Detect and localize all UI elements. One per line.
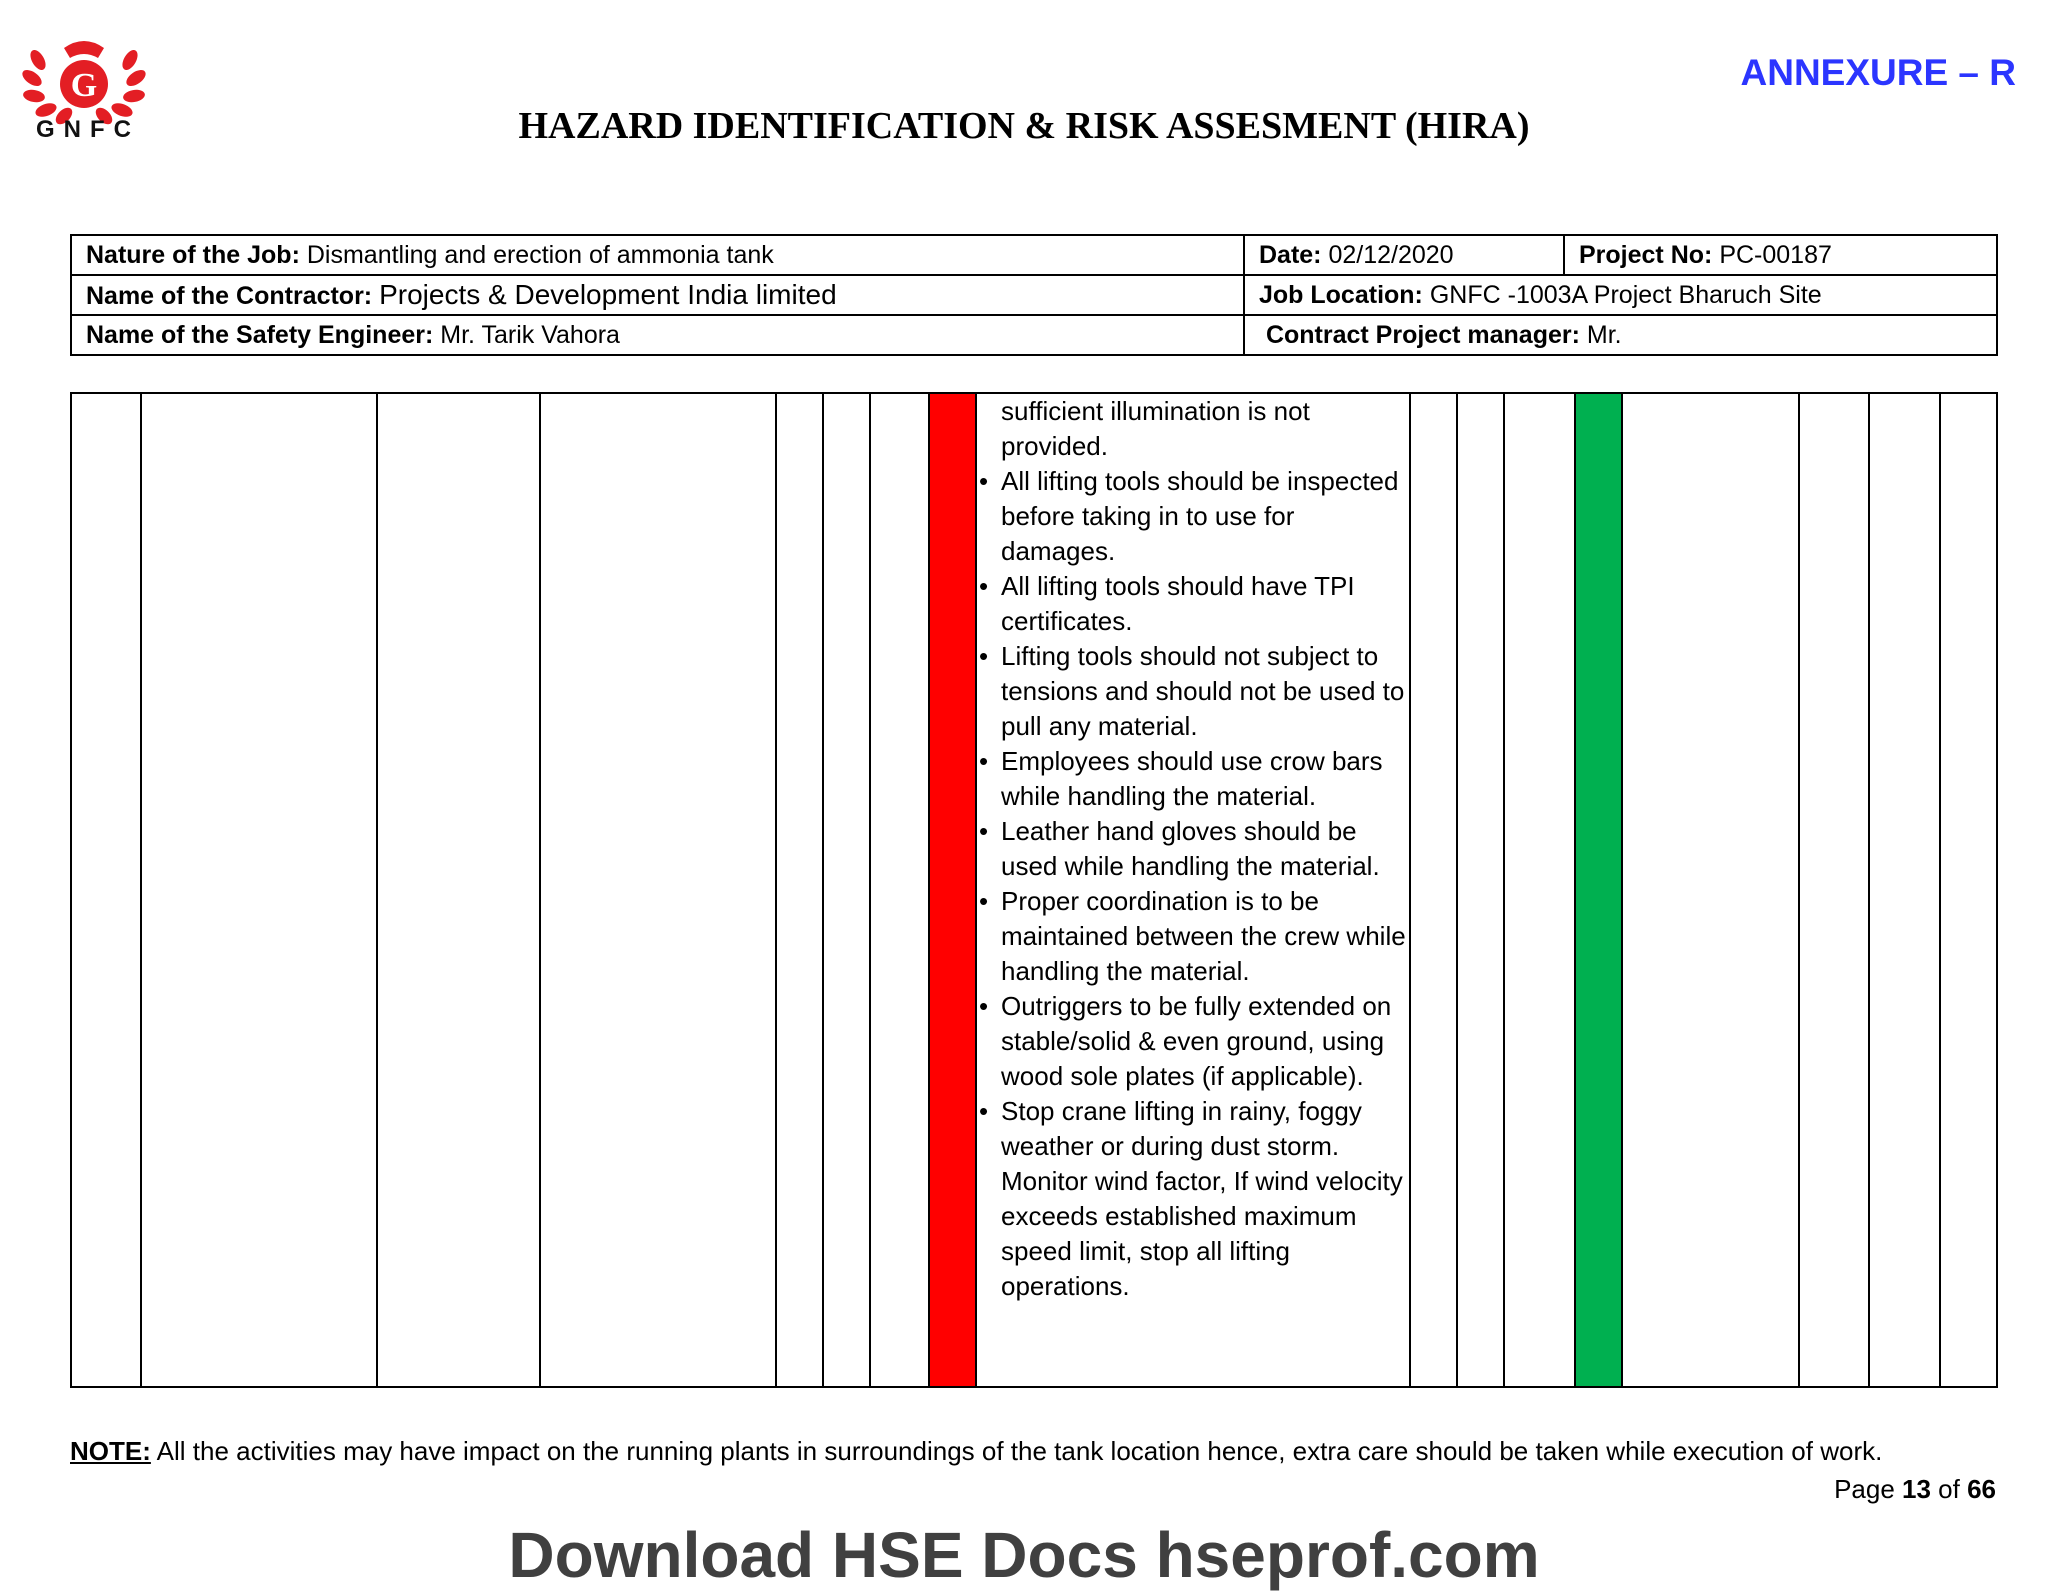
manager-cell — [1244, 315, 1997, 355]
list-item: • All lifting tools should have TPI certificates. — [979, 571, 1355, 636]
table-cell — [71, 393, 141, 1387]
page-title: HAZARD IDENTIFICATION & RISK ASSESMENT (HIRA) — [518, 105, 1530, 147]
project-cell — [1564, 235, 1997, 275]
bullet-icon: • — [979, 816, 989, 846]
table-cell — [1799, 393, 1869, 1387]
job-info-table — [70, 234, 1998, 356]
date-label: Date: — [1259, 240, 1322, 269]
nature-cell — [71, 235, 1244, 275]
table-row — [71, 393, 1997, 1387]
contractor-cell — [71, 275, 1244, 315]
page-number: Page 13 of 66 — [1834, 1474, 1996, 1504]
contractor-label: Name of the Contractor: — [86, 282, 373, 310]
bullet-icon: • — [979, 746, 989, 776]
safety-label: Name of the Safety Engineer: — [86, 320, 434, 349]
table-cell — [1869, 393, 1940, 1387]
job-info-row — [71, 275, 1997, 315]
initial-risk-high-cell — [929, 393, 976, 1387]
safety-value: Mr. Tarik Vahora — [440, 320, 620, 349]
page-current: 13 — [1902, 1474, 1931, 1504]
note-text: All the activities may have impact on the running plants in surroundings of the tank location hence, extra care should be taken while execution of work. — [150, 1436, 1883, 1466]
manager-label: Contract Project manager: — [1265, 320, 1580, 349]
control-measures-cell — [976, 393, 1410, 1387]
location-label: Job Location: — [1259, 280, 1423, 309]
bullet-icon: • — [979, 641, 989, 671]
svg-text:G: G — [70, 67, 98, 104]
list-item: • Stop crane lifting in rainy, foggy weather or during dust storm. Monitor wind factor, If wind velocity exceeds established maximum speed limit, stop all lifting operations. — [979, 1096, 1403, 1301]
location-cell — [1244, 275, 1997, 315]
location-value: GNFC -1003A Project Bharuch Site — [1429, 280, 1822, 309]
list-item: • Outriggers to be fully extended on stable/solid & even ground, using wood sole plates (if applicable). — [979, 991, 1392, 1091]
list-item: • Proper coordination is to be maintained between the crew while handling the material. — [979, 886, 1406, 986]
nature-value: Dismantling and erection of ammonia tank — [306, 240, 774, 269]
table-cell — [1622, 393, 1799, 1387]
project-value: PC-00187 — [1719, 240, 1832, 269]
project-label: Project No: — [1579, 240, 1713, 269]
control-measures-list — [977, 394, 1409, 1304]
bullet-icon: • — [979, 466, 989, 496]
table-cell — [540, 393, 776, 1387]
residual-risk-low-cell — [1575, 393, 1622, 1387]
date-value: 02/12/2020 — [1328, 240, 1454, 269]
table-cell — [141, 393, 377, 1387]
contractor-value: Projects & Development India limited — [379, 279, 837, 310]
table-cell — [1457, 393, 1504, 1387]
list-item: • Leather hand gloves should be used while handling the material. — [979, 816, 1380, 881]
page-total: 66 — [1967, 1474, 1996, 1504]
logo-text: GNFC — [36, 116, 140, 143]
table-cell — [1504, 393, 1575, 1387]
bullet-icon: • — [979, 886, 989, 916]
bullet-icon: • — [979, 571, 989, 601]
list-item: • Lifting tools should not subject to tensions and should not be used to pull any material. — [979, 641, 1405, 741]
table-cell — [870, 393, 929, 1387]
safety-engineer-cell — [71, 315, 1244, 355]
bullet-icon: • — [979, 1096, 989, 1126]
table-cell — [377, 393, 540, 1387]
list-item: • All lifting tools should be inspected before taking in to use for damages. — [979, 466, 1399, 566]
manager-value: Mr. — [1586, 320, 1622, 349]
job-info-row — [71, 235, 1997, 275]
table-cell — [1410, 393, 1457, 1387]
table-cell — [1940, 393, 1997, 1387]
table-cell — [776, 393, 823, 1387]
annexure-label: ANNEXURE – R — [1740, 52, 2016, 93]
nature-label: Nature of the Job: — [86, 240, 300, 269]
hira-table — [70, 392, 1998, 1388]
job-info-row — [71, 315, 1997, 355]
list-item: • Employees should use crow bars while handling the material. — [979, 746, 1383, 811]
bullet-icon: • — [979, 991, 989, 1021]
watermark-text: Download HSE Docs hseprof.com — [508, 1519, 1540, 1591]
table-cell — [823, 393, 870, 1387]
note-label: NOTE: — [70, 1436, 151, 1466]
list-item: sufficient illumination is not provided. — [1001, 396, 1310, 461]
date-cell — [1244, 235, 1564, 275]
footer-note — [70, 1436, 1882, 1467]
